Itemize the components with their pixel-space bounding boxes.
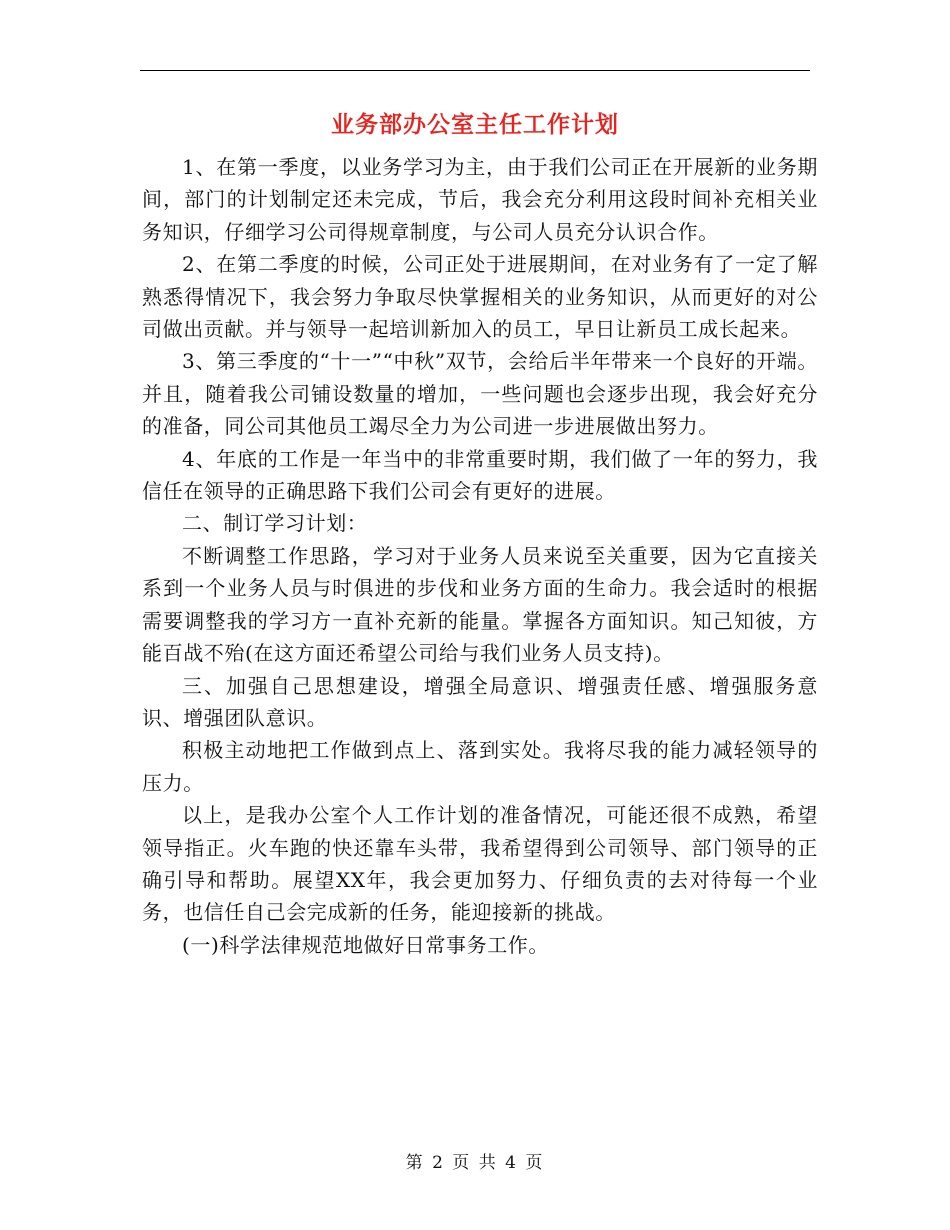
page-number-footer: 第 2 页 共 4 页	[405, 1153, 545, 1173]
header-rule	[140, 70, 810, 71]
paragraph-q1: 1、在第一季度，以业务学习为主，由于我们公司正在开展新的业务期间，部门的计划制定还未完成，节后，我会充分利用这段时间补充相关业务知识，仔细学习公司得规章制度，与公司人员充分认识合作。	[142, 155, 818, 244]
paragraph-study-plan: 不断调整工作思路，学习对于业务人员来说至关重要，因为它直接关系到一个业务人员与时俱进的步伐和业务方面的生命力。我会适时的根据需要调整我的学习方一直补充新的能量。掌握各方面知识。知己知彼，方能百战不殆(在这方面还希望公司给与我们业务人员支持)。	[142, 543, 818, 666]
paragraph-q3: 3、第三季度的“十一”“中秋”双节，会给后半年带来一个良好的开端。并且，随着我公司铺设数量的增加，一些问题也会逐步出现，我会好充分的准备，同公司其他员工竭尽全力为公司进一步进展做出努力。	[142, 349, 818, 439]
paragraph-initiative: 积极主动地把工作做到点上、落到实处。我将尽我的能力减轻领导的压力。	[142, 738, 818, 795]
section-heading-thought-building: 三、加强自己思想建设，增强全局意识、增强责任感、增强服务意识、增强团队意识。	[142, 673, 818, 730]
document-title: 业务部办公室主任工作计划	[331, 111, 619, 138]
paragraph-q4: 4、年底的工作是一年当中的非常重要时期，我们做了一年的努力，我信任在领导的正确思路下我们公司会有更好的进展。	[142, 446, 818, 504]
paragraph-q2: 2、在第二季度的时候，公司正处于进展期间，在对业务有了一定了解熟悉得情况下，我会努力争取尽快掌握相关的业务知识，从而更好的对公司做出贡献。并与领导一起培训新加入的员工，早日让新员工成长起来。	[142, 252, 818, 342]
section-heading-study-plan: 二、制订学习计划：	[182, 511, 368, 536]
paragraph-summary: 以上，是我办公室个人工作计划的准备情况，可能还很不成熟，希望领导指正。火车跑的快还靠车头带，我希望得到公司领导、部门领导的正确引导和帮助。展望XX年，我会更加努力、仔细负责的去对待每一个业务，也信任自己会完成新的任务，能迎接新的挑战。	[142, 803, 818, 925]
document-body	[142, 151, 818, 961]
subsection-heading-daily-affairs: (一)科学法律规范地做好日常事务工作。	[182, 932, 550, 957]
